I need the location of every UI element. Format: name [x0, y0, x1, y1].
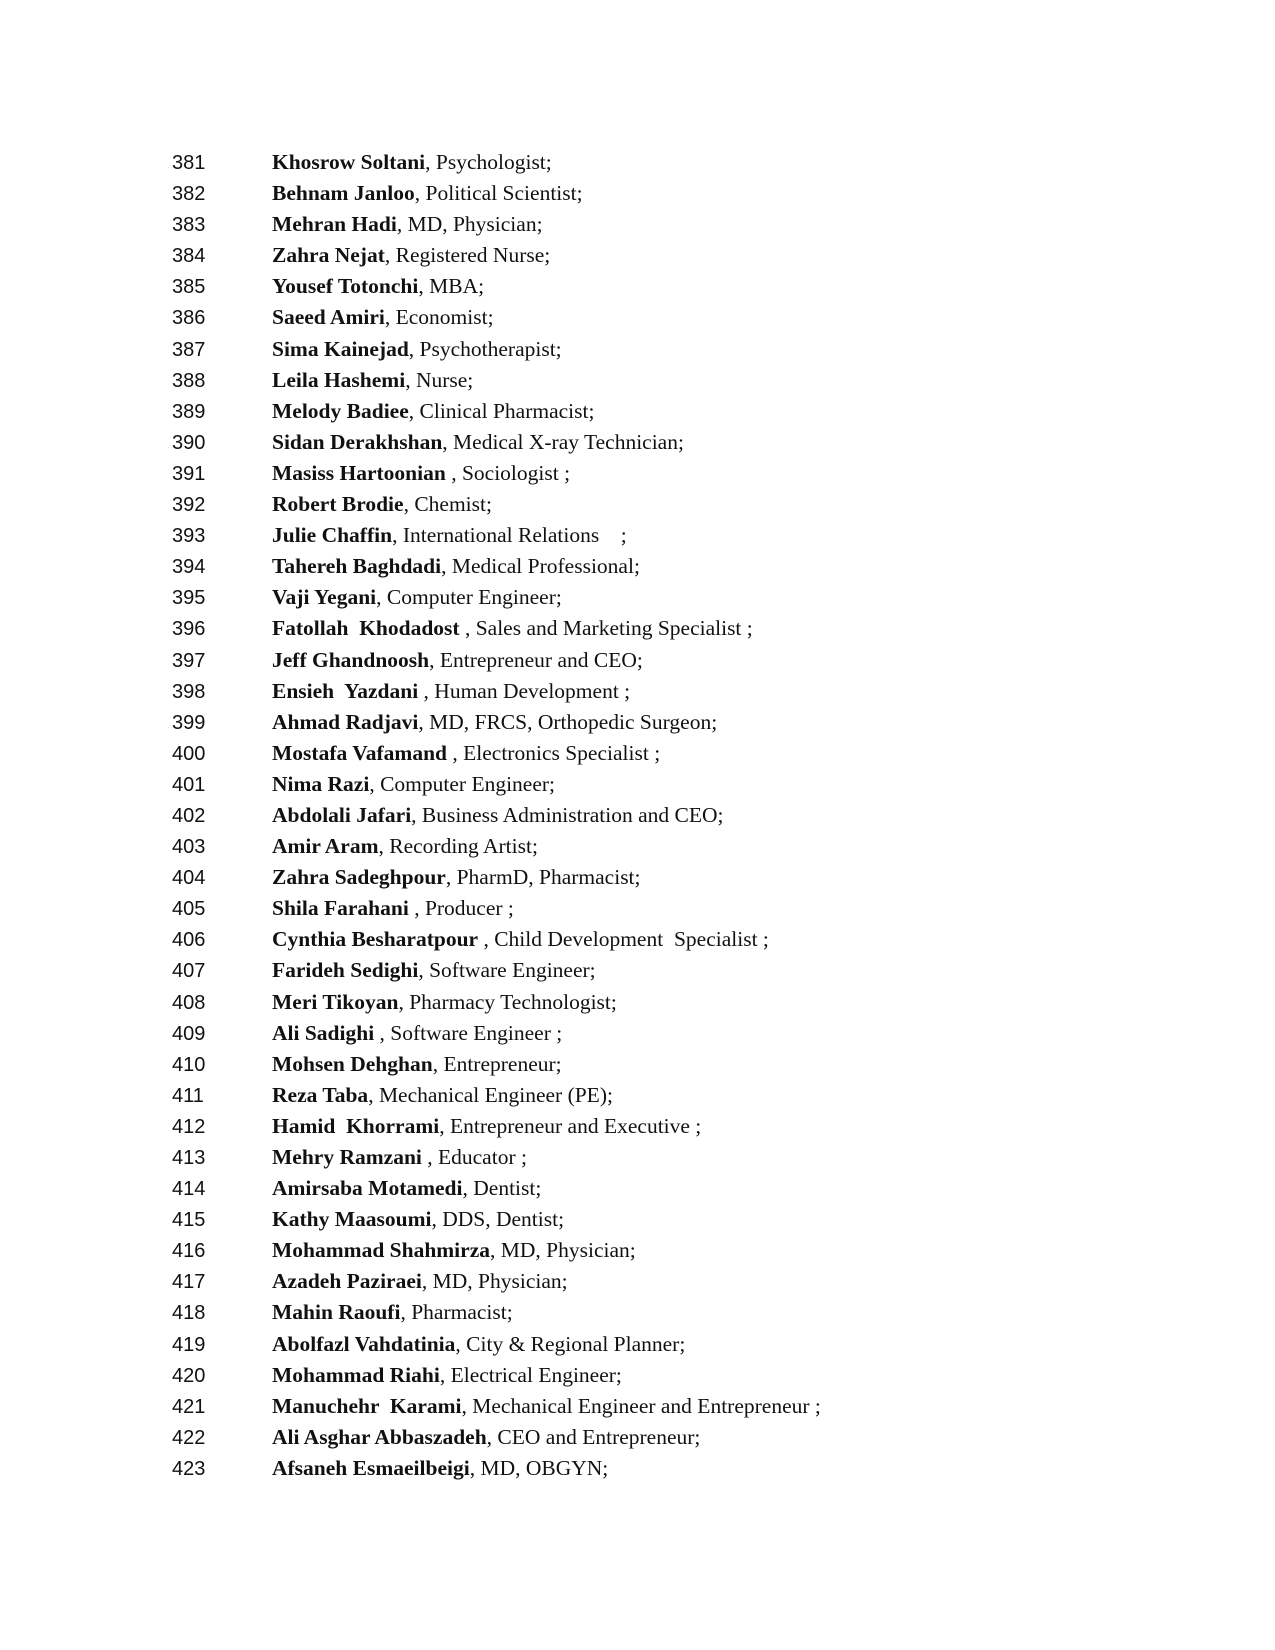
person-title: , Political Scientist;	[414, 181, 583, 206]
entry-number: 418	[172, 1302, 206, 1325]
person-name: Abdolali Jafari	[272, 802, 412, 827]
list-item	[172, 1332, 821, 1363]
person-title: , International Relations ;	[392, 523, 627, 548]
person-title: , PharmD, Pharmacist;	[445, 865, 641, 890]
person-name: Cynthia Besharatpour	[272, 927, 479, 952]
entry-text	[272, 803, 724, 828]
person-name: Ahmad Radjavi	[272, 709, 419, 734]
entry-text	[272, 212, 543, 237]
list-item	[172, 648, 821, 679]
person-title: , Medical X-ray Technician;	[442, 429, 684, 454]
list-item	[172, 274, 821, 305]
entry-number: 393	[172, 525, 206, 548]
entry-number: 406	[172, 929, 206, 952]
person-title: , Electrical Engineer;	[439, 1362, 622, 1387]
person-title: , Clinical Pharmacist;	[408, 398, 595, 423]
entry-number: 422	[172, 1426, 206, 1449]
person-title: , Psychotherapist;	[408, 336, 562, 361]
entry-number: 381	[172, 152, 206, 174]
entry-number: 410	[172, 1053, 206, 1076]
entry-number: 400	[172, 742, 206, 765]
list-item	[172, 679, 821, 710]
person-title: , CEO and Entrepreneur;	[486, 1424, 701, 1449]
person-name: Reza Taba	[272, 1082, 369, 1107]
list-item	[172, 1145, 821, 1176]
entry-text	[272, 305, 494, 330]
list-item	[172, 927, 821, 958]
entry-number: 405	[172, 898, 206, 921]
entry-number: 404	[172, 867, 206, 890]
entry-number: 396	[172, 618, 206, 641]
entry-text	[272, 772, 555, 797]
list-item	[172, 337, 821, 368]
person-name: Manuchehr Karami	[272, 1393, 462, 1418]
entry-text	[272, 368, 473, 393]
entry-number: 417	[172, 1271, 206, 1294]
entry-number: 412	[172, 1115, 206, 1138]
entry-text	[272, 1021, 562, 1046]
person-title: , MD, FRCS, Orthopedic Surgeon;	[418, 709, 718, 734]
person-name: Farideh Sedighi	[272, 958, 419, 983]
person-name: Shila Farahani	[272, 896, 409, 921]
person-name: Amirsaba Motamedi	[272, 1176, 463, 1201]
list-item	[172, 1269, 821, 1300]
entry-number: 398	[172, 680, 206, 703]
list-item	[172, 1456, 821, 1487]
entry-text	[272, 1363, 622, 1388]
person-title: , Recording Artist;	[378, 834, 538, 859]
entry-text	[272, 243, 550, 268]
person-title: , Producer ;	[408, 896, 514, 921]
entry-text	[272, 1269, 568, 1294]
entry-text	[272, 1052, 562, 1077]
person-name: Ali Sadighi	[272, 1020, 375, 1045]
entry-number: 419	[172, 1333, 206, 1356]
entry-number: 408	[172, 991, 206, 1014]
entry-text	[272, 1114, 701, 1139]
person-title: , MD, Physician;	[490, 1238, 636, 1263]
person-name: Yousef Totonchi	[272, 274, 419, 299]
person-name: Mahin Raoufi	[272, 1300, 401, 1325]
entry-number: 394	[172, 556, 206, 579]
person-name: Mostafa Vafamand	[272, 740, 448, 765]
person-title: , MD, Physician;	[421, 1269, 568, 1294]
list-item	[172, 1114, 821, 1145]
person-name: Vaji Yegani	[272, 585, 377, 610]
entry-number: 401	[172, 773, 206, 796]
person-title: , Educator ;	[421, 1145, 527, 1169]
person-title: , Sociologist ;	[445, 460, 571, 485]
entry-number: 391	[172, 462, 206, 485]
person-name: Sima Kainejad	[272, 336, 409, 361]
person-name: Meri Tikoyan	[272, 989, 399, 1014]
person-title: , Nurse;	[405, 367, 474, 392]
entry-text	[272, 1145, 527, 1170]
list-item	[172, 616, 821, 647]
person-title: , Psychologist;	[425, 150, 552, 174]
person-title: , Sales and Marketing Specialist ;	[459, 616, 753, 641]
person-title: , City & Regional Planner;	[455, 1331, 686, 1356]
entry-text	[272, 1238, 636, 1263]
person-title: , Computer Engineer;	[369, 771, 556, 796]
entry-number: 383	[172, 214, 206, 237]
entry-text	[272, 865, 641, 890]
entry-text	[272, 337, 562, 362]
person-title: , Medical Professional;	[441, 554, 640, 579]
person-name: Abolfazl Vahdatinia	[272, 1331, 456, 1356]
person-name: Mohammad Riahi	[272, 1362, 440, 1387]
list-item	[172, 523, 821, 554]
person-title: , Business Administration and CEO;	[411, 802, 724, 827]
list-item	[172, 772, 821, 803]
list-item	[172, 1238, 821, 1269]
list-item	[172, 243, 821, 274]
entry-number: 399	[172, 711, 206, 734]
entry-number: 387	[172, 338, 206, 361]
list-item	[172, 150, 821, 181]
entry-number: 413	[172, 1147, 206, 1169]
list-item	[172, 865, 821, 896]
entry-number: 421	[172, 1395, 206, 1418]
entry-number: 388	[172, 369, 206, 392]
list-item	[172, 958, 821, 989]
person-title: , Software Engineer;	[418, 958, 596, 983]
entry-text	[272, 150, 552, 175]
person-name: Zahra Nejat	[272, 243, 385, 268]
entry-text	[272, 492, 492, 517]
person-name: Sidan Derakhshan	[272, 429, 443, 454]
entry-number: 389	[172, 400, 206, 423]
entry-number: 409	[172, 1022, 206, 1045]
list-item	[172, 1052, 821, 1083]
entry-text	[272, 990, 617, 1015]
entry-text	[272, 958, 596, 983]
person-name: Fatollah Khodadost	[272, 616, 460, 641]
person-title: , Child Development Specialist ;	[478, 927, 769, 952]
person-name: Julie Chaffin	[272, 523, 393, 548]
entry-text	[272, 1300, 513, 1325]
person-title: , MBA;	[418, 274, 485, 299]
entry-text	[272, 1207, 564, 1232]
entry-number: 411	[172, 1084, 204, 1107]
person-name: Khosrow Soltani	[272, 150, 426, 174]
person-name: Mehry Ramzani	[272, 1145, 422, 1169]
person-title: , Dentist;	[462, 1176, 542, 1201]
entry-text	[272, 896, 514, 921]
list-item	[172, 430, 821, 461]
list-item	[172, 585, 821, 616]
entry-number: 392	[172, 494, 206, 517]
person-name: Hamid Khorrami	[272, 1113, 440, 1138]
person-title: , Software Engineer ;	[374, 1020, 563, 1045]
entry-number: 384	[172, 245, 206, 268]
list-item	[172, 1300, 821, 1331]
list-item	[172, 834, 821, 865]
entry-number: 382	[172, 183, 206, 206]
list-item	[172, 212, 821, 243]
person-name: Kathy Maasoumi	[272, 1207, 432, 1232]
entry-number: 414	[172, 1178, 206, 1201]
person-title: , Pharmacist;	[400, 1300, 513, 1325]
entry-text	[272, 461, 570, 486]
list-item	[172, 710, 821, 741]
list-item	[172, 1021, 821, 1052]
list-item	[172, 399, 821, 430]
entry-text	[272, 1394, 821, 1419]
entry-number: 386	[172, 307, 206, 330]
person-name: Robert Brodie	[272, 492, 404, 517]
person-name: Nima Razi	[272, 771, 370, 796]
person-name: Behnam Janloo	[272, 181, 415, 206]
entry-text	[272, 181, 583, 206]
list-item	[172, 803, 821, 834]
list-item	[172, 492, 821, 523]
person-name: Amir Aram	[272, 834, 379, 859]
entry-number: 397	[172, 649, 206, 672]
entry-number: 403	[172, 836, 206, 859]
list-item	[172, 1425, 821, 1456]
entry-text	[272, 1425, 700, 1450]
list-item	[172, 1394, 821, 1425]
person-title: , Entrepreneur;	[432, 1051, 562, 1076]
entry-text	[272, 679, 630, 704]
person-title: , Human Development ;	[418, 678, 631, 703]
list-item	[172, 990, 821, 1021]
person-title: , DDS, Dentist;	[431, 1207, 565, 1232]
person-name: Afsaneh Esmaeilbeigi	[272, 1455, 470, 1480]
person-title: , MD, Physician;	[396, 212, 543, 237]
entry-text	[272, 523, 627, 548]
entry-text	[272, 741, 660, 766]
list-item	[172, 305, 821, 336]
entry-text	[272, 616, 753, 641]
entry-number: 423	[172, 1457, 206, 1480]
list-item	[172, 554, 821, 585]
person-name: Leila Hashemi	[272, 367, 406, 392]
entry-text	[272, 430, 684, 455]
signatory-list	[172, 150, 821, 1487]
list-item	[172, 368, 821, 399]
person-name: Ensieh Yazdani	[272, 678, 419, 703]
entry-text	[272, 1456, 608, 1481]
list-item	[172, 1176, 821, 1207]
entry-text	[272, 834, 538, 859]
person-title: , Pharmacy Technologist;	[398, 989, 617, 1014]
person-title: , Computer Engineer;	[376, 585, 562, 610]
person-name: Azadeh Paziraei	[272, 1269, 422, 1294]
person-title: , MD, OBGYN;	[469, 1455, 609, 1480]
entry-number: 420	[172, 1364, 206, 1387]
list-item	[172, 741, 821, 772]
entry-number: 407	[172, 960, 206, 983]
entry-text	[272, 710, 717, 735]
person-title: , Electronics Specialist ;	[447, 740, 661, 765]
person-title: , Mechanical Engineer (PE);	[368, 1082, 613, 1107]
person-name: Masiss Hartoonian	[272, 460, 446, 485]
list-item	[172, 1083, 821, 1114]
person-name: Ali Asghar Abbaszadeh	[272, 1424, 487, 1449]
entry-text	[272, 648, 643, 673]
person-name: Jeff Ghandnoosh	[272, 647, 430, 672]
entry-number: 415	[172, 1209, 206, 1232]
person-name: Mehran Hadi	[272, 212, 397, 237]
entry-number: 385	[172, 276, 206, 299]
entry-number: 416	[172, 1240, 206, 1263]
person-title: , Registered Nurse;	[384, 243, 551, 268]
entry-text	[272, 1083, 613, 1108]
person-title: , Mechanical Engineer and Entrepreneur ;	[461, 1393, 821, 1418]
list-item	[172, 181, 821, 212]
entry-number: 402	[172, 804, 206, 827]
person-name: Tahereh Baghdadi	[272, 554, 442, 579]
person-name: Mohsen Dehghan	[272, 1051, 433, 1076]
list-item	[172, 896, 821, 927]
person-title: , Entrepreneur and Executive ;	[439, 1113, 702, 1138]
person-name: Mohammad Shahmirza	[272, 1238, 490, 1263]
entry-text	[272, 1176, 541, 1201]
person-title: , Economist;	[384, 305, 494, 330]
entry-number: 390	[172, 431, 206, 454]
entry-text	[272, 585, 562, 610]
person-title: , Chemist;	[403, 492, 492, 517]
entry-text	[272, 927, 769, 952]
person-name: Melody Badiee	[272, 398, 409, 423]
entry-text	[272, 399, 594, 424]
entry-text	[272, 554, 640, 579]
list-item	[172, 461, 821, 492]
entry-text	[272, 274, 484, 299]
person-name: Saeed Amiri	[272, 305, 385, 330]
entry-text	[272, 1332, 685, 1357]
person-name: Zahra Sadeghpour	[272, 865, 446, 890]
list-item	[172, 1363, 821, 1394]
list-item	[172, 1207, 821, 1238]
entry-number: 395	[172, 587, 206, 610]
person-title: , Entrepreneur and CEO;	[429, 647, 643, 672]
